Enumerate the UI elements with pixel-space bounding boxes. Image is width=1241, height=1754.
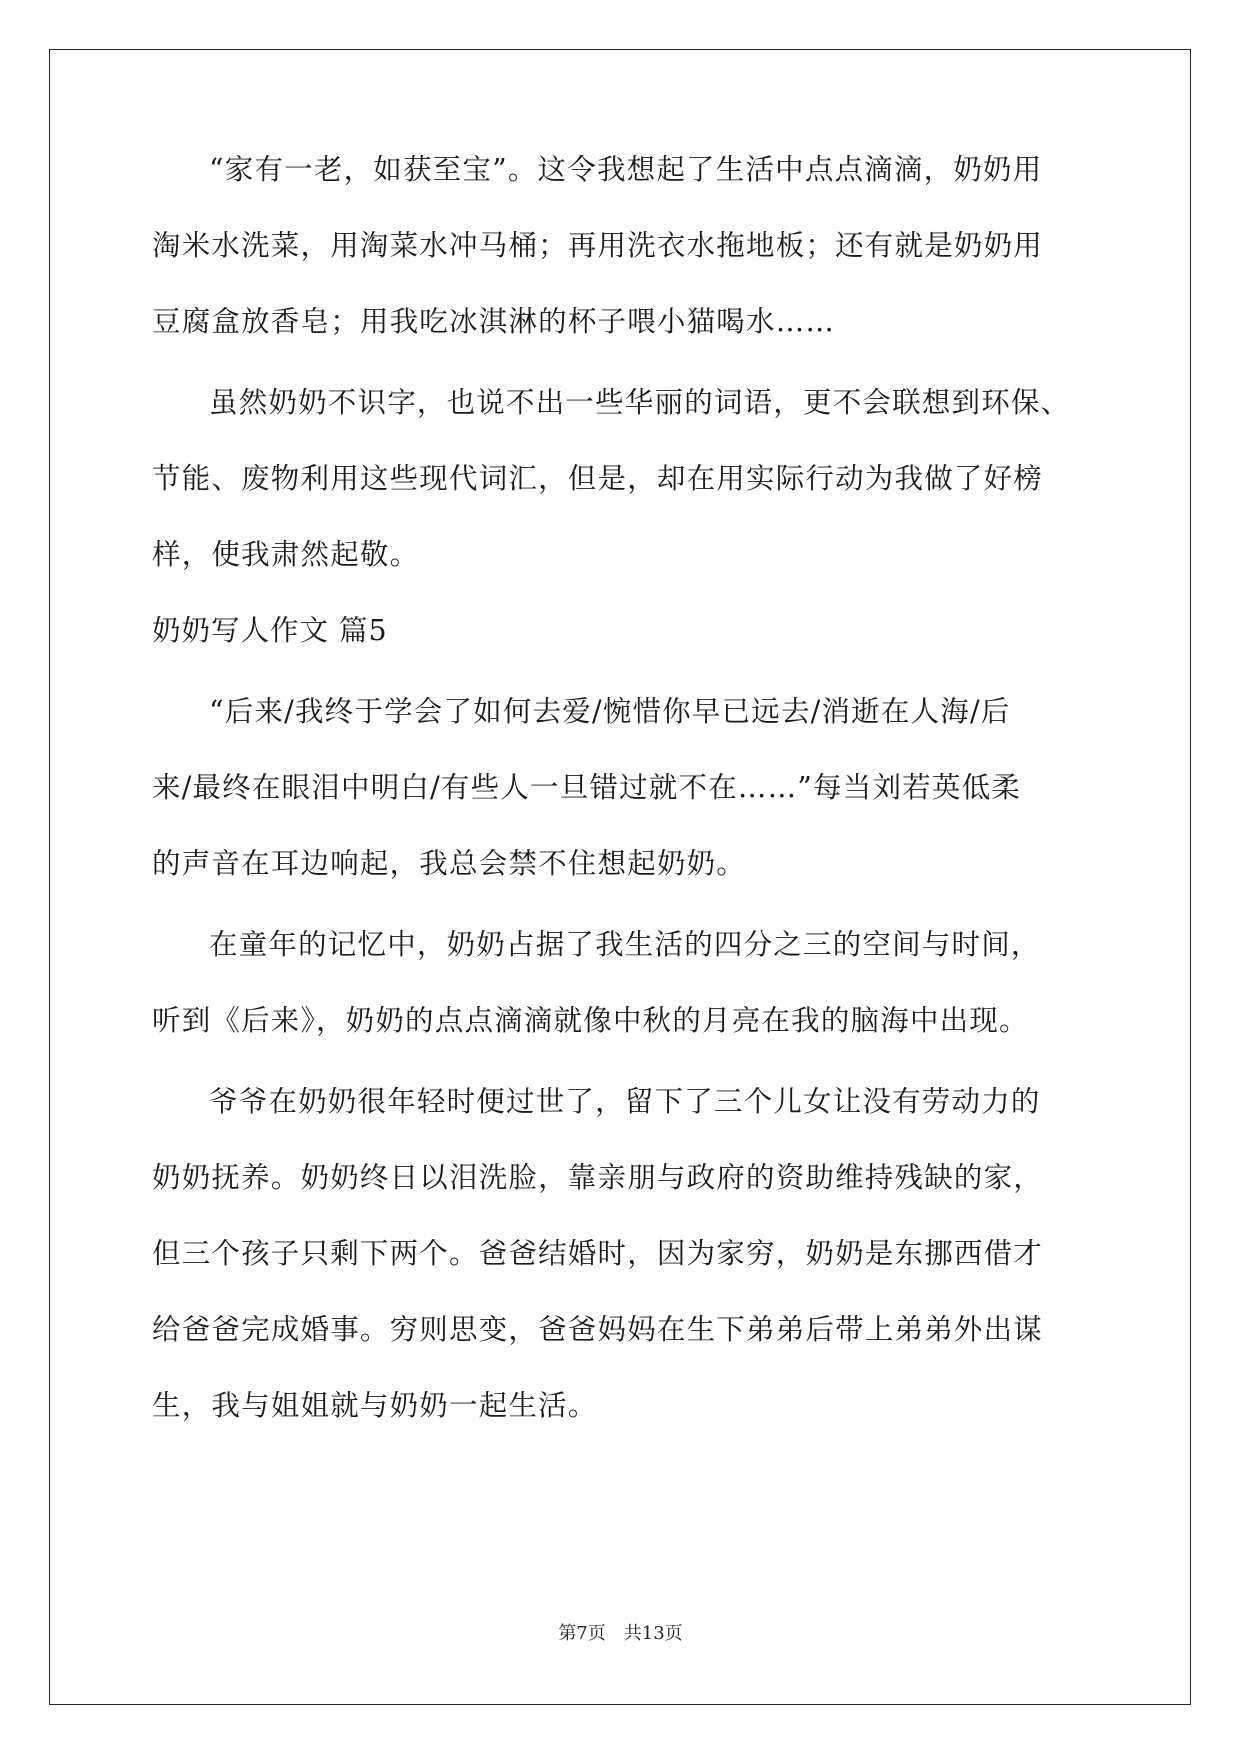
paragraph-3-line-3: 的声音在耳边响起，我总会禁不住想起奶奶。 (152, 847, 747, 880)
paragraph-2-line-3: 样，使我肃然起敬。 (152, 538, 420, 571)
paragraph-5-line-1: 爷爷在奶奶很年轻时便过世了，留下了三个儿女让没有劳动力的 (209, 1085, 1041, 1118)
paragraph-1-line-3: 豆腐盒放香皂；用我吃冰淇淋的杯子喂小猫喝水…… (152, 305, 836, 338)
paragraph-4-line-1: 在童年的记忆中，奶奶占据了我生活的四分之三的空间与时间， (209, 928, 1041, 961)
paragraph-2-line-1: 虽然奶奶不识字，也说不出一些华丽的词语，更不会联想到环保、 (209, 386, 1071, 419)
section-heading: 奶奶写人作文 篇5 (152, 614, 388, 647)
paragraph-3-line-2: 来/最终在眼泪中明白/有些人一旦错过就不在……”每当刘若英低柔 (152, 771, 1021, 804)
page-number: 第7页 共13页 (558, 1623, 683, 1644)
paragraph-5-line-3: 但三个孩子只剩下两个。爸爸结婚时，因为家穷，奶奶是东挪西借才 (152, 1237, 1044, 1270)
paragraph-5-line-2: 奶奶抚养。奶奶终日以泪洗脸，靠亲朋与政府的资助维持残缺的家， (152, 1161, 1044, 1194)
paragraph-5-line-4: 给爸爸完成婚事。穷则思变，爸爸妈妈在生下弟弟后带上弟弟外出谋 (152, 1313, 1044, 1346)
paragraph-1-line-2: 淘米水洗菜，用淘菜水冲马桶；再用洗衣水拖地板；还有就是奶奶用 (152, 229, 1044, 262)
paragraph-1-line-1: “家有一老，如获至宝”。这令我想起了生活中点点滴滴，奶奶用 (209, 153, 1043, 186)
paragraph-5-line-5: 生，我与姐姐就与奶奶一起生活。 (152, 1389, 598, 1422)
paragraph-2-line-2: 节能、废物利用这些现代词汇，但是，却在用实际行动为我做了好榜 (152, 462, 1044, 495)
paragraph-4-line-2: 听到《后来》，奶奶的点点滴滴就像中秋的月亮在我的脑海中出现。 (152, 1004, 1029, 1037)
paragraph-3-line-1: “后来/我终于学会了如何去爱/惋惜你早已远去/消逝在人海/后 (209, 695, 1011, 728)
